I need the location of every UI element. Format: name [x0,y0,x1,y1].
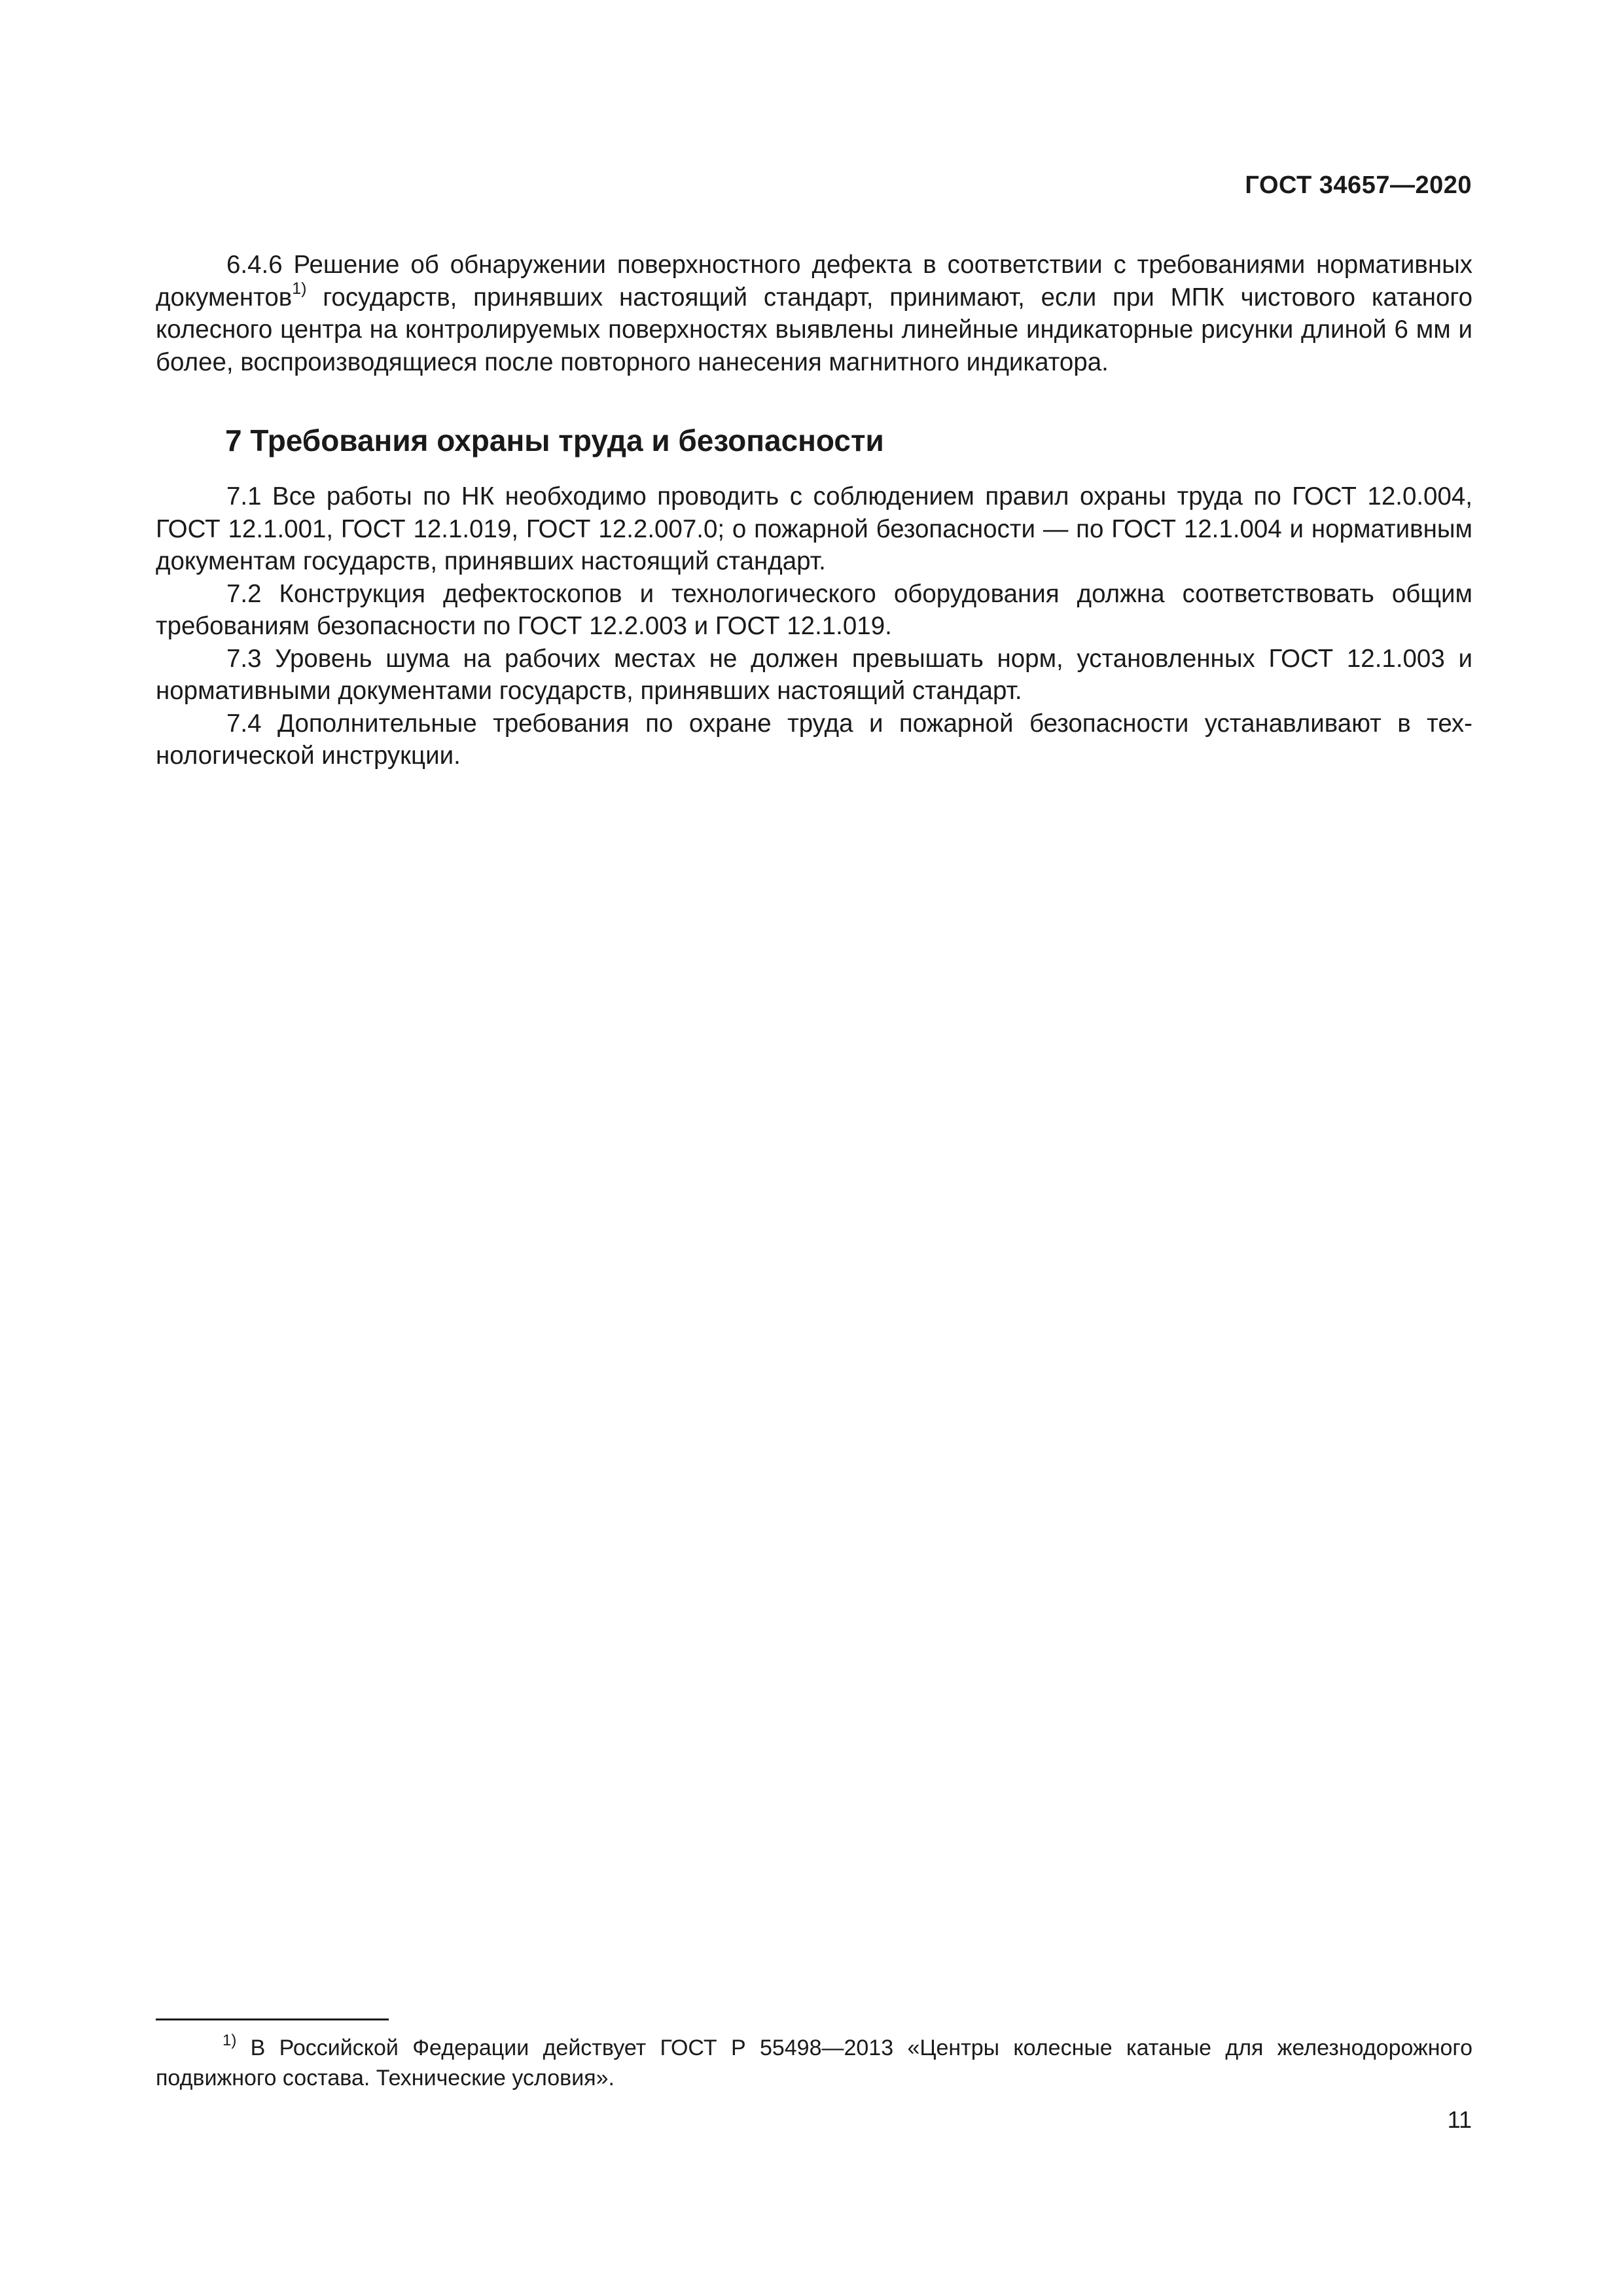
clause-6-4-6 [156,249,1472,378]
clause-7-3: 7.3 Уровень шума на рабочих местах не должен превышать норм, установленных ГОСТ 12.1.003 и нормативными документами государств, принявших настоящий стандарт. [156,644,1472,705]
page-number: 11 [1447,2106,1472,2133]
footnote [156,2033,1472,2093]
section-7-body [156,480,1472,772]
footnote-divider [156,2018,389,2020]
document-code-header: ГОСТ 34657—2020 [1245,171,1472,199]
clause-7-4: 7.4 Дополнительные требования по охране труда и пожарной безопасности устанавливают в технологической инструкции. [156,709,1472,770]
clause-text-start: 6.4.6 Решение об обнаружении поверхностного дефекта в соответствии с требованиями нормативных документов [156,251,1472,312]
clause-7-1: 7.1 Все работы по НК необходимо проводить с соблюдением правил охраны труда по ГОСТ 12.0.004, ГОСТ 12.1.001, ГОСТ 12.1.019, ГОСТ 12.2.007.0; о пожарной безопасности — по ГОСТ 12.1.004 и нормативным документам государств, принявших настоящий стандарт. [156,482,1472,575]
clause-6-4-6-paragraph [156,249,1472,378]
section-7-heading: 7 Требования охраны труда и безопасности [225,423,884,457]
footnote-text: В Российской Федерации действует ГОСТ Р 55498—2013 «Центры колесные катаные для железнодорожного подвижного состава. Технические условия». [156,2036,1472,2090]
clause-7-2: 7.2 Конструкция дефектоскопов и технологического оборудования должна соответствовать общим требованиям безопасности по ГОСТ 12.2.003 и ГОСТ 12.1.019. [156,579,1472,640]
footnote-mark: 1) [223,2031,237,2049]
clause-text-end: государств, принявших настоящий стандарт, принимают, если при МПК чистового катаного колесного центра на контролируемых поверхностях выявлены линейные индикаторные рисунки длиной 6 мм и более, воспроизводящиеся после повторного нанесения магнитного индикатора. [156,283,1472,376]
footnote-reference[interactable]: 1) [292,279,307,298]
